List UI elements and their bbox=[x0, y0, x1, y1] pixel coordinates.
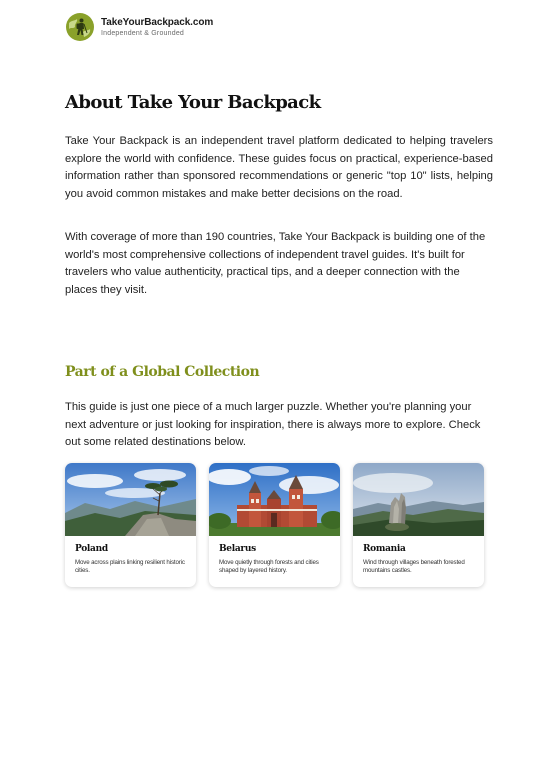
brand-tagline: Independent & Grounded bbox=[101, 29, 185, 37]
collection-title: Part of a Global Collection bbox=[65, 364, 260, 380]
brand-header[interactable] bbox=[65, 12, 213, 42]
destination-card-romania[interactable] bbox=[353, 463, 484, 587]
card-title: Poland bbox=[75, 544, 108, 554]
mountain-cliff-pine-tree-photo bbox=[65, 463, 196, 536]
castle-red-towers-photo bbox=[209, 463, 340, 536]
destination-cards bbox=[65, 463, 485, 587]
about-paragraph-2: With coverage of more than 190 countries, Take Your Backpack is building one of the world's most comprehensive collections of independent travel guides. It's built for travelers who value authenticity, practical tips, and a deeper connection with the places they visit. bbox=[65, 231, 486, 297]
globe-hiker-icon bbox=[65, 12, 95, 42]
card-description: Move across plains linking resilient historic cities. bbox=[75, 558, 185, 574]
destination-card-belarus[interactable] bbox=[209, 463, 340, 587]
brand-name: TakeYourBackpack.com bbox=[101, 16, 214, 28]
collection-intro: This guide is just one piece of a much larger puzzle. Whether you're planning your next adventure or just looking for inspiration, there is always more to explore. Check out some related destinations below. bbox=[65, 401, 481, 449]
card-title: Belarus bbox=[219, 544, 256, 554]
rock-pillar-forest-hills-photo bbox=[353, 463, 484, 536]
destination-card-poland[interactable] bbox=[65, 463, 196, 587]
card-description: Move quietly through forests and cities shaped by layered history. bbox=[219, 558, 319, 574]
card-description: Wind through villages beneath forested mountains castles. bbox=[363, 558, 465, 574]
card-title: Romania bbox=[363, 544, 406, 554]
about-paragraph-1: Take Your Backpack is an independent travel platform dedicated to helping travelers explore the world with confidence. These guides focus on practical, experience-based information rather than sponsored recommendations or generic "top 10" lists, helping you avoid common mistakes and make better decisions on the road. bbox=[65, 135, 493, 201]
about-title: About Take Your Backpack bbox=[65, 92, 321, 113]
